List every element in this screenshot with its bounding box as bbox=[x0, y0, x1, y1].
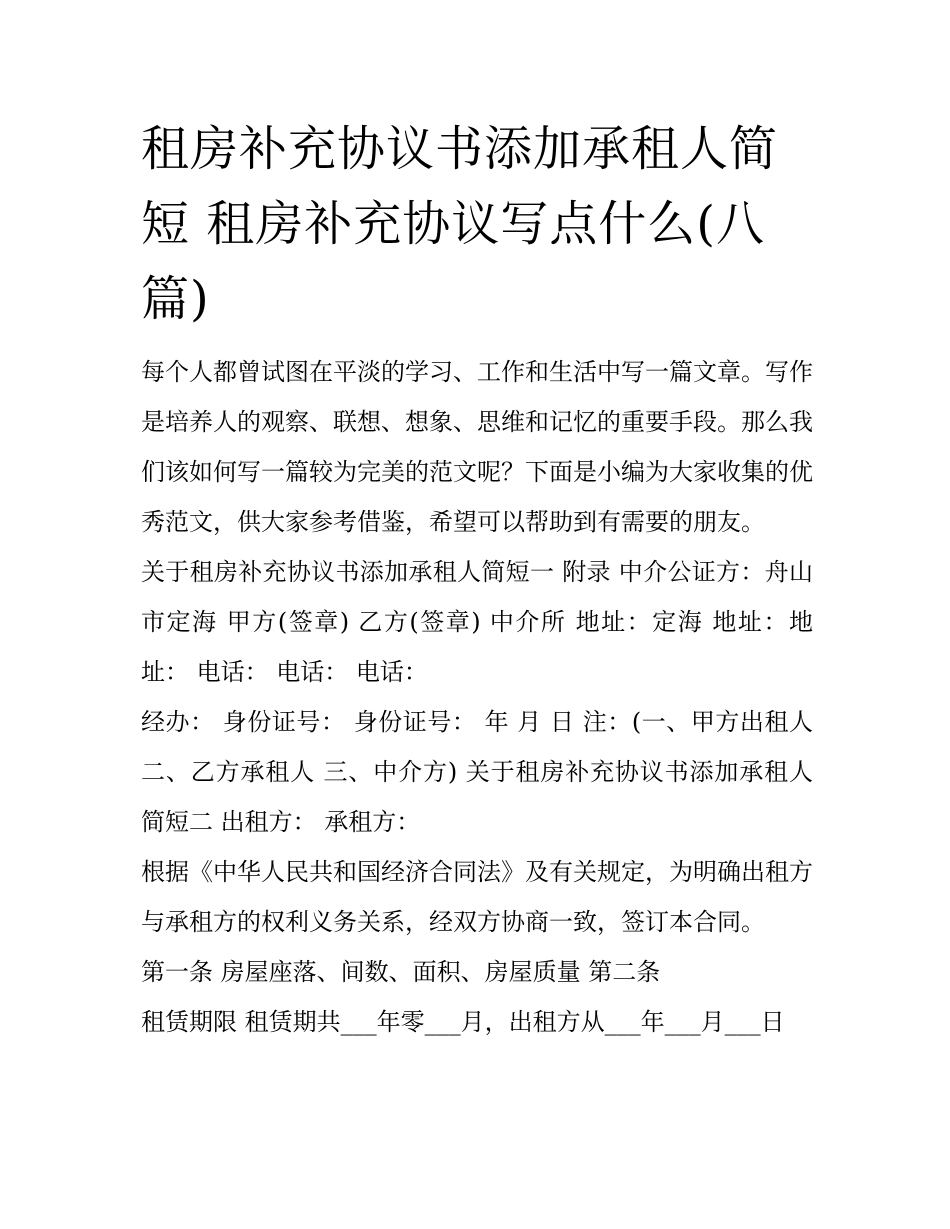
appendix-paragraph: 关于租房补充协议书添加承租人简短一 附录 中介公证方：舟山市定海 甲方(签章) 乙方(签章) 中介所 地址：定海 地址：地址： 电话： 电话： 电话： bbox=[141, 558, 813, 686]
intro-paragraph: 每个人都曾试图在平淡的学习、工作和生活中写一篇文章。写作是培养人的观察、联想、想象、思维和记忆的重要手段。那么我们该如何写一篇较为完美的范文呢？下面是小编为大家收集的优秀范文，供大家参考借鉴，希望可以帮助到有需要的朋友。 bbox=[141, 358, 813, 536]
document-title: 租房补充协议书添加承租人简短 租房补充协议写点什么(八篇) bbox=[141, 121, 779, 327]
legal-basis-paragraph: 根据《中华人民共和国经济合同法》及有关规定，为明确出租方与承租方的权利义务关系，经双方协商一致，签订本合同。 bbox=[141, 858, 813, 936]
signatory-paragraph: 经办： 身份证号： 身份证号： 年 月 日 注：(一、甲方出租人 二、乙方承租人 三、中介方) 关于租房补充协议书添加承租人简短二 出租方： 承租方： bbox=[141, 708, 813, 836]
document-page bbox=[141, 112, 813, 1047]
lease-term-paragraph: 租赁期限 租赁期共___年零___月，出租方从___年___月___日 bbox=[141, 1008, 785, 1036]
article-one-paragraph: 第一条 房屋座落、间数、面积、房屋质量 第二条 bbox=[141, 958, 661, 986]
